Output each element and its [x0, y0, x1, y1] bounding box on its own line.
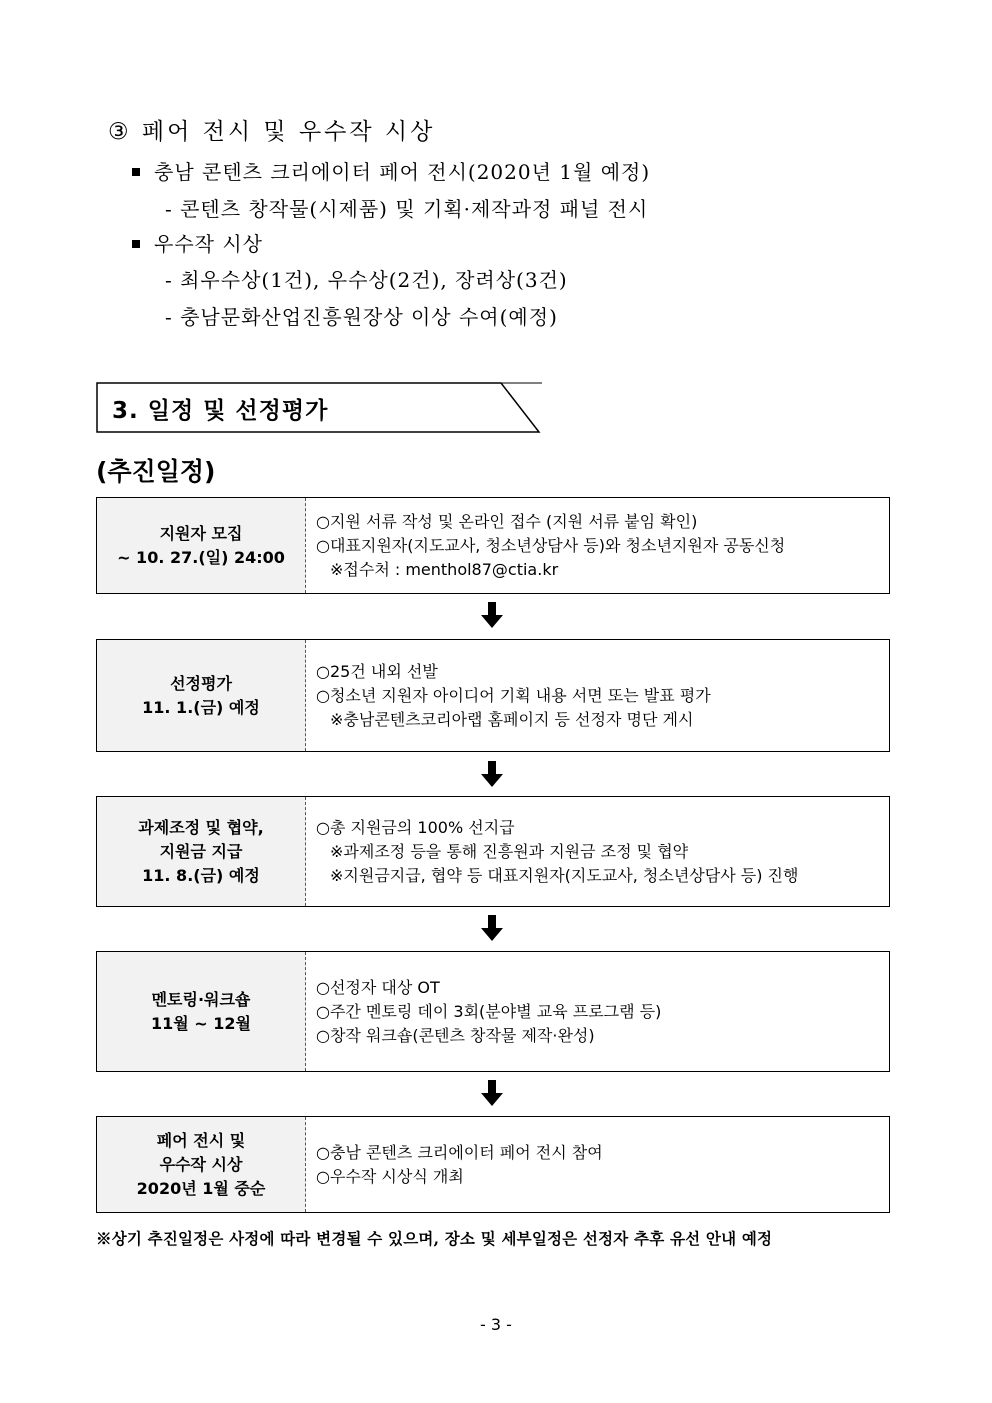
- schedule-row-mentoring: [96, 951, 890, 1072]
- section-heading: [96, 382, 540, 432]
- schedule-note: ※지원금지급, 협약 등 대표지원자(지도교사, 청소년상담사 등) 진행: [330, 865, 799, 885]
- square-bullet-icon: [132, 168, 140, 176]
- schedule-label: 멘토링·워크숍 11월 ~ 12월: [97, 952, 306, 1071]
- down-arrow-icon: [481, 761, 503, 787]
- schedule-row-evaluation: [96, 639, 890, 752]
- schedule-label: 과제조정 및 협약, 지원금 지급 11. 8.(금) 예정: [97, 797, 306, 906]
- email-contact: ※접수처 : menthol87@ctia.kr: [330, 559, 559, 579]
- schedule-row-recruit: [96, 497, 890, 594]
- schedule-label: 선정평가 11. 1.(금) 예정: [97, 640, 306, 751]
- schedule-label: 페어 전시 및 우수작 시상 2020년 1월 중순: [97, 1117, 306, 1212]
- down-arrow-icon: [481, 1080, 503, 1106]
- sub-item-2-1: - 최우수상(1건), 우수상(2건), 장려상(3건): [165, 268, 568, 292]
- sub-item-1-1: - 콘텐츠 창작물(시제품) 및 기획·제작과정 패널 전시: [165, 197, 649, 221]
- schedule-note: ※과제조정 등을 통해 진흥원과 지원금 조정 및 협약: [330, 841, 689, 861]
- down-arrow-icon: [481, 915, 503, 941]
- schedule-row-agreement: [96, 796, 890, 907]
- schedule-content: ○선정자 대상 OT ○주간 멘토링 데이 3회(분야별 교육 프로그램 등) ○창작 워크숍(콘텐츠 창작물 제작·완성): [316, 977, 662, 1045]
- square-bullet-icon: [132, 240, 140, 248]
- schedule-content: ○지원 서류 작성 및 온라인 접수 (지원 서류 붙임 확인) ○대표지원자(지도교사, 청소년상담사 등)와 청소년지원자 공동신청 ※접수처 : menthol87@ctia.kr: [306, 498, 889, 593]
- schedule-content: ○총 지원금의 100% 선지급 ※과제조정 등을 통해 진흥원과 지원금 조정 및 협약 ※지원금지급, 협약 등 대표지원자(지도교사, 청소년상담사 등) 진행: [306, 797, 889, 906]
- sub-item-2-2: - 충남문화산업진흥원장상 이상 수여(예정): [165, 305, 558, 329]
- schedule-content: ○25건 내외 선발 ○청소년 지원자 아이디어 기획 내용 서면 또는 발표 평가 ※충남콘텐츠코리아랩 홈페이지 등 선정자 명단 게시: [306, 640, 889, 751]
- page-number: - 3 -: [480, 1315, 512, 1334]
- heading-text: 3. 일정 및 선정평가: [112, 398, 329, 424]
- schedule-row-fair: [96, 1116, 890, 1213]
- down-arrow-icon: [481, 602, 503, 628]
- schedule-label: 지원자 모집 ~ 10. 27.(일) 24:00: [97, 498, 306, 593]
- section-title: ③ 페어 전시 및 우수작 시상: [108, 119, 436, 145]
- schedule-content: ○충남 콘텐츠 크리에이터 페어 전시 참여 ○우수작 시상식 개최: [316, 1142, 603, 1186]
- bullet-item-1: 충남 콘텐츠 크리에이터 페어 전시(2020년 1월 예정): [132, 156, 650, 185]
- schedule-note: ※충남콘텐츠코리아랩 홈페이지 등 선정자 명단 게시: [330, 709, 694, 729]
- bullet-item-2: 우수작 시상: [132, 228, 263, 257]
- schedule-disclaimer: ※상기 추진일정은 사정에 따라 변경될 수 있으며, 장소 및 세부일정은 선정자 추후 유선 안내 예정: [96, 1229, 773, 1248]
- schedule-subtitle: (추진일정): [96, 457, 216, 486]
